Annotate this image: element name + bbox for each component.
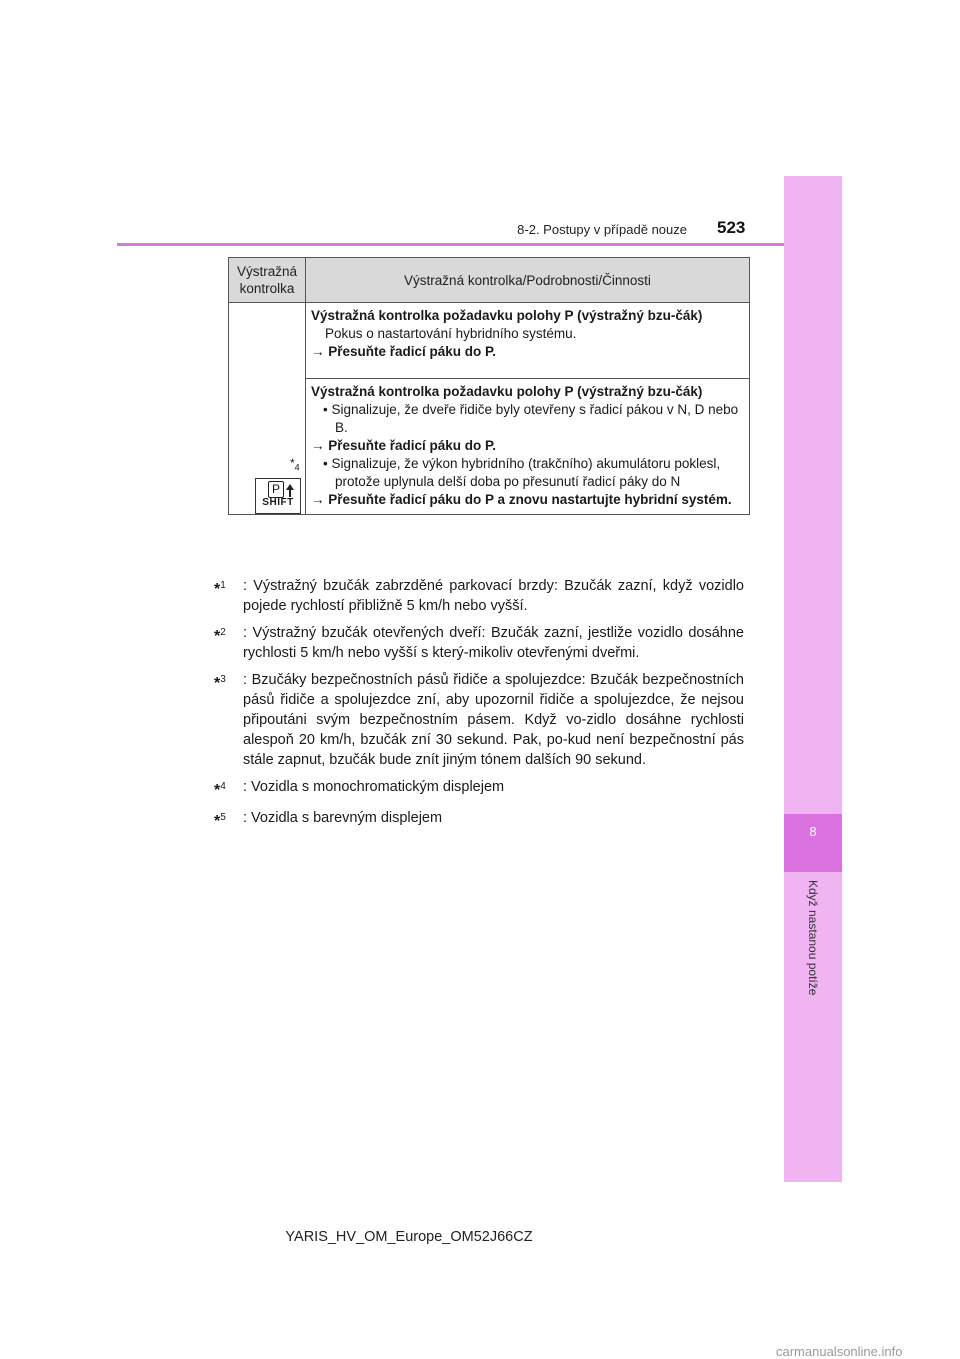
footnote-5: *$^5$ : Vozidla s barevným displejem bbox=[214, 809, 443, 830]
table-header-row bbox=[229, 258, 750, 303]
chapter-number: 8 bbox=[809, 824, 817, 839]
chapter-title-box bbox=[783, 880, 843, 1030]
col-header-light: Výstražná kontrolka bbox=[229, 258, 306, 303]
watermark: carmanualsonline.info bbox=[776, 1344, 903, 1359]
row2-desc bbox=[306, 379, 750, 515]
row2-action1: → Přesuňte řadicí páku do P. bbox=[311, 438, 497, 453]
footnote-ref: $*_4$ bbox=[290, 456, 300, 473]
row2-title: Výstražná kontrolka požadavku polohy P (výstražný bzu-čák) bbox=[311, 384, 703, 399]
chapter-tab-active[interactable] bbox=[784, 814, 842, 872]
row1-title: Výstražná kontrolka požadavku polohy P (výstražný bzu-čák) bbox=[311, 308, 703, 323]
table-row bbox=[229, 303, 750, 379]
section-title: 8-2. Postupy v případě nouze bbox=[517, 222, 687, 237]
footnote-1: *$^1$ : Výstražný bzučák zabrzděné parkovací brzdy: Bzučák zazní, když vozidlo pojede rychlostí přibližně 5 km/h nebo vyšší. bbox=[214, 578, 744, 614]
row1-action: → Přesuňte řadicí páku do P. bbox=[311, 344, 497, 359]
shift-p-icon bbox=[255, 478, 301, 514]
header-rule bbox=[117, 243, 784, 246]
footnote-2: *$^2$ : Výstražný bzučák otevřených dveří: Bzučák zazní, jestliže vozidlo dosáhne rychlosti 5 km/h nebo vyšší s který-mikoliv otevřenými dveřmi. bbox=[214, 625, 744, 661]
footnotes bbox=[214, 576, 744, 839]
footnote-3: *$^3$ : Bzučáky bezpečnostních pásů řidiče a spolujezdce: Bzučák bezpečnostních pásů řidiče a spolujezdce zní, aby upozornil řidiče a spolujezdce, že nejsou připoutáni svým bezpečnostním pásem. Když vo-zidlo dosáhne rychlosti alespoň 20 km/h, bzučák zní 30 sekund. Pak, po-kud není bezpečnostní pás stále zapnut, bzučák bude znít jiným tónem dalších 90 sekund. bbox=[214, 672, 744, 768]
row2-bullet1: • Signalizuje, že dveře řidiče byly otevřeny s řadicí pákou v N, D nebo B. bbox=[323, 402, 739, 435]
p-letter: P bbox=[268, 481, 284, 498]
col-header-details: Výstražná kontrolka/Podrobnosti/Činnosti bbox=[306, 258, 750, 303]
footnote-4: *$^4$ : Vozidla s monochromatickým displejem bbox=[214, 779, 505, 799]
shift-label: SHIFT bbox=[262, 497, 294, 508]
icon-cell bbox=[229, 303, 306, 515]
page-number: 523 bbox=[717, 218, 746, 237]
warning-light-table bbox=[228, 257, 750, 515]
document-code: YARIS_HV_OM_Europe_OM52J66CZ bbox=[285, 1229, 533, 1245]
chapter-title: Když nastanou potíže bbox=[806, 880, 820, 996]
table-row bbox=[229, 379, 750, 515]
row1-detail: Pokus o nastartování hybridního systému. bbox=[325, 326, 577, 341]
row2-bullet2: • Signalizuje, že výkon hybridního (trakčního) akumulátoru poklesl, protože uplynula delší doba po přesunutí řadicí páky do N bbox=[323, 456, 721, 489]
chapter-tab bbox=[784, 176, 842, 1182]
row2-action2: → Přesuňte řadicí páku do P a znovu nastartujte hybridní systém. bbox=[311, 492, 732, 507]
row1-desc bbox=[306, 303, 750, 379]
